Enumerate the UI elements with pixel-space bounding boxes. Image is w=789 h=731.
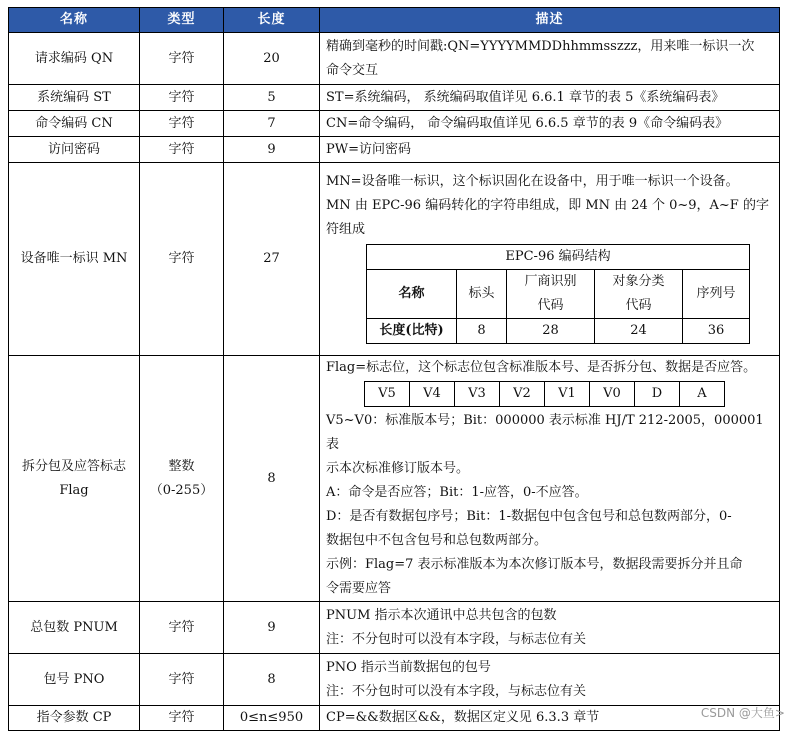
cell-length: 5 xyxy=(224,85,320,111)
epc-header-cell xyxy=(595,270,683,319)
header-desc: 描述 xyxy=(320,8,780,33)
epc-length-label: 长度(比特) xyxy=(367,319,457,344)
table-row-pw xyxy=(9,137,780,163)
epc-header-cell: 标头 xyxy=(457,270,507,319)
flag-bit: V2 xyxy=(500,382,545,407)
flag-bits-table xyxy=(364,381,725,407)
cell-length: 8 xyxy=(224,654,320,706)
table-row-st xyxy=(9,85,780,111)
cell-name: 命令编码 CN xyxy=(9,111,140,137)
cell-length: 9 xyxy=(224,602,320,654)
epc-length-cell: 24 xyxy=(595,319,683,344)
flag-bit: V4 xyxy=(410,382,455,407)
table-row-pnum xyxy=(9,602,780,654)
epc-length-cell: 28 xyxy=(507,319,595,344)
epc-header-line: 代码 xyxy=(625,298,652,313)
epc-header-line: 厂商识别 xyxy=(524,274,577,289)
cell-name: 访问密码 xyxy=(9,137,140,163)
cell-name: 设备唯一标识 MN xyxy=(9,163,140,356)
cell-length: 7 xyxy=(224,111,320,137)
table-row-cp xyxy=(9,706,780,731)
cell-length: 27 xyxy=(224,163,320,356)
desc-line: PNO 指示当前数据包的包号 xyxy=(326,659,491,675)
header-type: 类型 xyxy=(140,8,224,33)
cell-type: 字符 xyxy=(140,33,224,85)
cell-type: 字符 xyxy=(140,137,224,163)
epc-length-cell: 36 xyxy=(683,319,750,344)
cell-name: 请求编码 QN xyxy=(9,33,140,85)
cell-type: 字符 xyxy=(140,85,224,111)
desc-line: A：命令是否应答；Bit：1-应答，0-不应答。 xyxy=(326,485,588,500)
desc-line: MN 由 EPC-96 编码转化的字符串组成，即 MN 由 24 个 0~9，A~F 的字 xyxy=(326,198,769,213)
cell-desc xyxy=(320,356,780,602)
desc-line: 命令交互 xyxy=(326,62,379,78)
table-row-flag xyxy=(9,356,780,602)
cell-desc xyxy=(320,654,780,706)
table-row-cn xyxy=(9,111,780,137)
cell-type: 字符 xyxy=(140,111,224,137)
desc-line: 令需要应答 xyxy=(326,581,392,596)
cell-type: 字符 xyxy=(140,654,224,706)
desc-line: MN=设备唯一标识，这个标识固化在设备中，用于唯一标识一个设备。 xyxy=(326,174,739,189)
name-line: 拆分包及应答标志 xyxy=(21,458,126,474)
desc-line: Flag=标志位，这个标志位包含标准版本号、是否拆分包、数据是否应答。 xyxy=(326,360,757,375)
cell-length: 8 xyxy=(224,356,320,602)
desc-line: V5~V0：标准版本号；Bit：000000 表示标准 HJ/T 212-2005，000001 表 xyxy=(326,413,764,452)
cell-type xyxy=(140,356,224,602)
desc-line: 符组成 xyxy=(326,222,366,237)
cell-desc xyxy=(320,163,780,356)
cell-name: 指令参数 CP xyxy=(9,706,140,731)
epc-header-line: 代码 xyxy=(537,298,564,313)
csdn-watermark: CSDN @大鱼> xyxy=(700,706,785,720)
cell-desc: CP=&&数据区&&，数据区定义见 6.3.3 章节 xyxy=(320,706,780,731)
cell-length: 0≤n≤950 xyxy=(224,706,320,731)
epc-structure-table xyxy=(366,244,750,344)
cell-type: 字符 xyxy=(140,706,224,731)
desc-line: 精确到毫秒的时间戳:QN=YYYYMMDDhhmmsszzz，用来唯一标识一次 xyxy=(326,38,755,54)
cell-desc: ST=系统编码， 系统编码取值详见 6.6.1 章节的表 5《系统编码表》 xyxy=(320,85,780,111)
desc-line: D：是否有数据包序号；Bit：1-数据包中包含包号和总包数两部分，0- xyxy=(326,509,732,524)
table-row-pno xyxy=(9,654,780,706)
epc-length-cell: 8 xyxy=(457,319,507,344)
epc-title: EPC-96 编码结构 xyxy=(367,245,750,270)
cell-desc xyxy=(320,33,780,85)
epc-header-cell xyxy=(507,270,595,319)
table-row-qn xyxy=(9,33,780,85)
cell-desc: PW=访问密码 xyxy=(320,137,780,163)
table-header-row xyxy=(9,8,780,33)
desc-line: 示例：Flag=7 表示标准版本为本次修订版本号，数据段需要拆分并且命 xyxy=(326,557,743,572)
name-line: Flag xyxy=(59,482,89,498)
flag-bit: V5 xyxy=(365,382,410,407)
cell-length: 9 xyxy=(224,137,320,163)
desc-line: PNUM 指示本次通讯中总共包含的包数 xyxy=(326,607,557,623)
type-line: 整数 xyxy=(168,458,195,474)
cell-type: 字符 xyxy=(140,602,224,654)
cell-type: 字符 xyxy=(140,163,224,356)
header-length: 长度 xyxy=(224,8,320,33)
desc-line: 注：不分包时可以没有本字段，与标志位有关 xyxy=(326,631,587,647)
cell-name xyxy=(9,356,140,602)
flag-bit: D xyxy=(635,382,680,407)
flag-bit: V1 xyxy=(545,382,590,407)
flag-bit: V0 xyxy=(590,382,635,407)
flag-bit: V3 xyxy=(455,382,500,407)
cell-length: 20 xyxy=(224,33,320,85)
flag-bit: A xyxy=(680,382,725,407)
cell-name: 总包数 PNUM xyxy=(9,602,140,654)
cell-desc xyxy=(320,602,780,654)
protocol-field-table xyxy=(8,7,780,731)
cell-desc: CN=命令编码， 命令编码取值详见 6.6.5 章节的表 9《命令编码表》 xyxy=(320,111,780,137)
header-name: 名称 xyxy=(9,8,140,33)
cell-name: 系统编码 ST xyxy=(9,85,140,111)
desc-line: 示本次标准修订版本号。 xyxy=(326,461,470,476)
type-line: （0-255） xyxy=(149,482,214,498)
epc-header-cell: 序列号 xyxy=(683,270,750,319)
epc-header-line: 对象分类 xyxy=(612,274,665,289)
epc-header-cell: 名称 xyxy=(367,270,457,319)
table-row-mn xyxy=(9,163,780,356)
desc-line: 注：不分包时可以没有本字段，与标志位有关 xyxy=(326,683,587,699)
cell-name: 包号 PNO xyxy=(9,654,140,706)
desc-line: 数据包中不包含包号和总包数两部分。 xyxy=(326,533,548,548)
